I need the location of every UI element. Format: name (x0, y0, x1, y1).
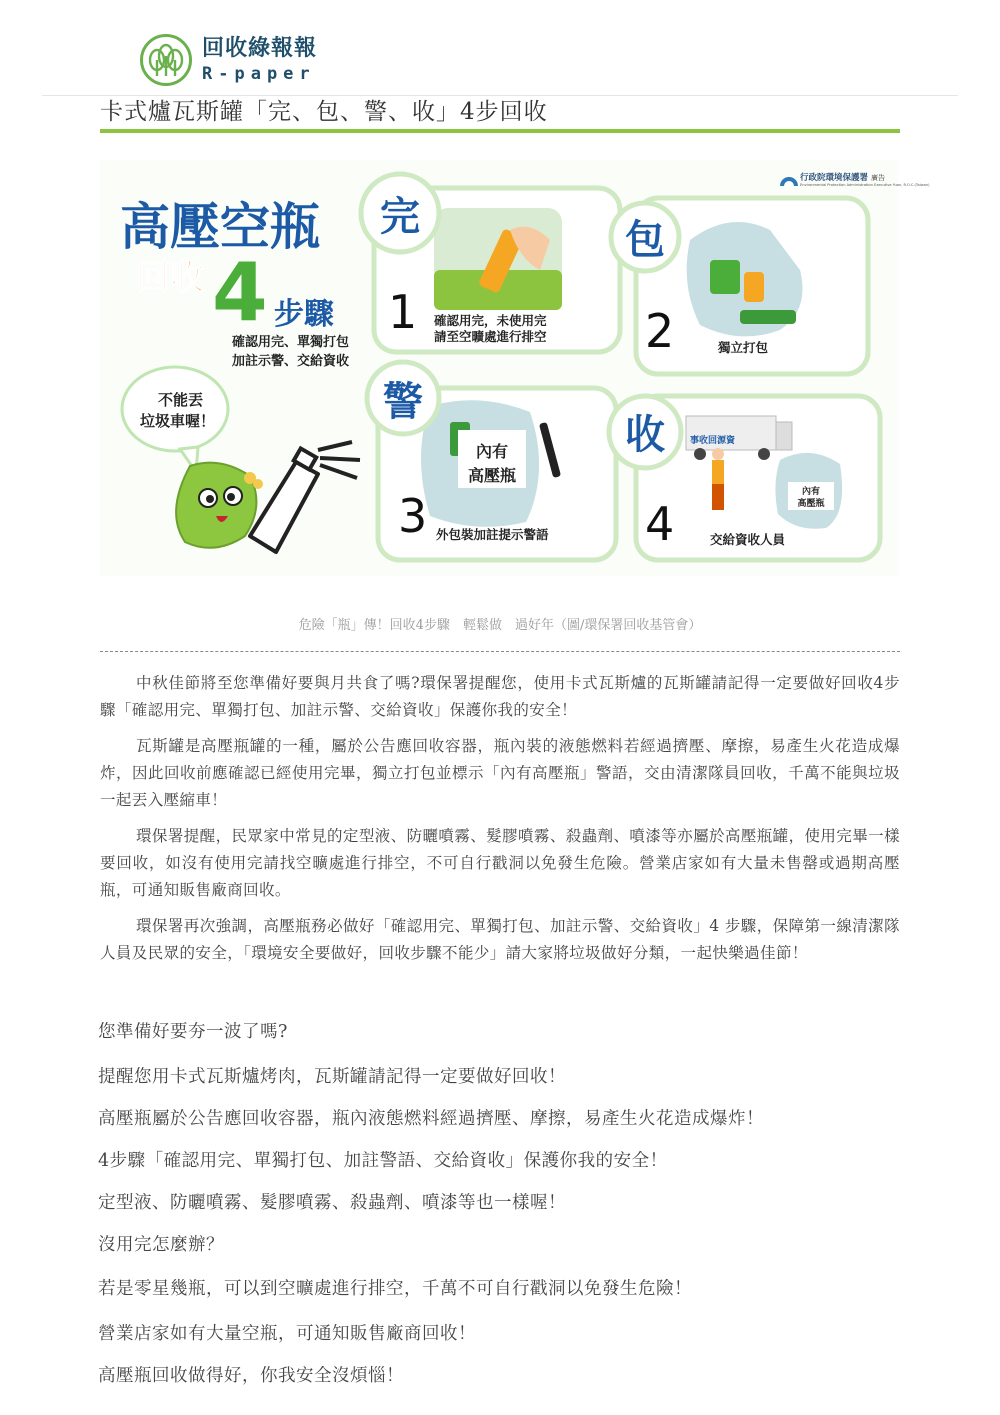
article-infographic (100, 160, 930, 576)
figure-caption: 危險「瓶」傳！回收4步驟 輕鬆做 過好年（圖/環保署回收基管會） (298, 618, 702, 633)
step-2-badge: 包 (625, 217, 665, 263)
summary-line: 提醒您用卡式瓦斯爐烤肉，瓦斯罐請記得一定要做好回收！ (98, 1067, 566, 1087)
step-3-text: 外包裝加註提示警語 (436, 527, 549, 542)
headline-four: 4 (212, 246, 268, 339)
step-3-panel (367, 362, 616, 560)
agency-name: 行政院環境保護署 (800, 173, 869, 183)
logo-tree-icon (140, 34, 192, 86)
step-2-text: 獨立打包 (718, 340, 769, 355)
paragraph: 環保署再次強調，高壓瓶務必做好「確認用完、單獨打包、加註示警、交給資收」4 步驟，保障第一線清潔隊人員及民眾的安全，「環境安全要做好，回收步驟不能少」請大家將垃圾做好分類，一起快樂過佳節！ (100, 917, 900, 962)
agency-name-en: Environmental Protection Administration Executive Yuan, R.O.C.(Taiwan) (800, 183, 930, 187)
title-underline (100, 129, 900, 133)
paragraph: 瓦斯罐是高壓瓶罐的一種，屬於公告應回收容器，瓶內裝的液態燃料若經過擠壓、摩擦，易產生火花造成爆炸，因此回收前應確認已經使用完畢，獨立打包並標示「內有高壓瓶」警語，交由清潔隊員回收，千萬不能與垃圾一起丟入壓縮車！ (100, 737, 900, 809)
summary-line: 定型液、防曬噴霧、髮膠噴霧、殺蟲劑、噴漆等也一樣喔！ (98, 1193, 566, 1213)
summary-line: 您準備好要夯一波了嗎? (98, 1022, 288, 1042)
step-4-panel (609, 396, 880, 560)
headline-steps: 步驟 (274, 297, 334, 332)
summary-line: 營業店家如有大量空瓶，可通知販售廠商回收！ (98, 1324, 476, 1344)
step-1-panel (361, 174, 620, 352)
summary-line: 4步驟「確認用完、單獨打包、加註警語、交給資收」保護你我的安全！ (98, 1151, 668, 1171)
paragraph: 中秋佳節將至您準備好要與月共食了嗎?環保署提醒您，使用卡式瓦斯爐的瓦斯罐請記得一定要做好回收4步驟「確認用完、單獨打包、加註示警、交給資收」保護你我的安全！ (100, 674, 900, 719)
summary-line-1: 確認用完、單獨打包 (232, 335, 350, 350)
step-1-text-2: 請至空曠處進行排空 (434, 329, 547, 344)
step-4-number: 4 (645, 497, 675, 551)
summary-line: 高壓瓶屬於公告應回收容器，瓶內液態燃料經過擠壓、摩擦，易產生火花造成爆炸！ (98, 1109, 764, 1129)
step-1-number: 1 (388, 285, 418, 339)
ad-label: 廣告 (871, 174, 885, 182)
step-3-badge: 警 (383, 379, 423, 425)
caption-divider (100, 651, 900, 652)
bag-label-1: 內有 (475, 442, 509, 461)
headline-recycle: 回收 (136, 258, 204, 298)
summary-line: 沒用完怎麼辦？ (98, 1235, 224, 1255)
bubble-line-1: 不能丟 (158, 391, 204, 409)
step-4-text: 交給資收人員 (710, 532, 786, 547)
headline-main: 高壓空瓶 (120, 198, 320, 256)
step-2-number: 2 (645, 304, 675, 358)
summary-line-2: 加註示警、交給資收 (232, 354, 350, 369)
bag-label-2: 高壓瓶 (467, 466, 517, 485)
site-header (0, 0, 1000, 96)
step-2-panel (611, 198, 868, 374)
summary-line: 若是零星幾瓶，可以到空曠處進行排空，千萬不可自行戳洞以免發生危險！ (98, 1279, 692, 1299)
step-1-badge: 完 (380, 194, 420, 240)
truck-label: 事收回源資 (690, 436, 736, 446)
article-title: 卡式爐瓦斯罐「完、包、警、收」4步回收 (100, 99, 548, 125)
small-bag-label-2: 高壓瓶 (797, 499, 825, 509)
bubble-line-2: 垃圾車喔！ (140, 412, 216, 430)
step-3-number: 3 (398, 489, 428, 543)
summary-line: 高壓瓶回收做得好，你我安全沒煩惱！ (98, 1366, 404, 1386)
logo-title-en: R-paper (202, 63, 316, 84)
step-4-badge: 收 (625, 412, 665, 458)
small-bag-label-1: 內有 (801, 487, 821, 497)
step-1-text-1: 確認用完，未使用完 (434, 313, 547, 328)
paragraph: 環保署提醒，民眾家中常見的定型液、防曬噴霧、髮膠噴霧、殺蟲劑、噴漆等亦屬於高壓瓶罐，使用完畢一樣要回收，如沒有使用完請找空曠處進行排空，不可自行戳洞以免發生危險。營業店家如有大量未售罄或過期高壓瓶，可通知販售廠商回收。 (100, 827, 900, 899)
article-body (100, 670, 900, 976)
logo-title-cn: 回收綠報報 (202, 35, 318, 61)
site-logo[interactable] (140, 34, 317, 86)
